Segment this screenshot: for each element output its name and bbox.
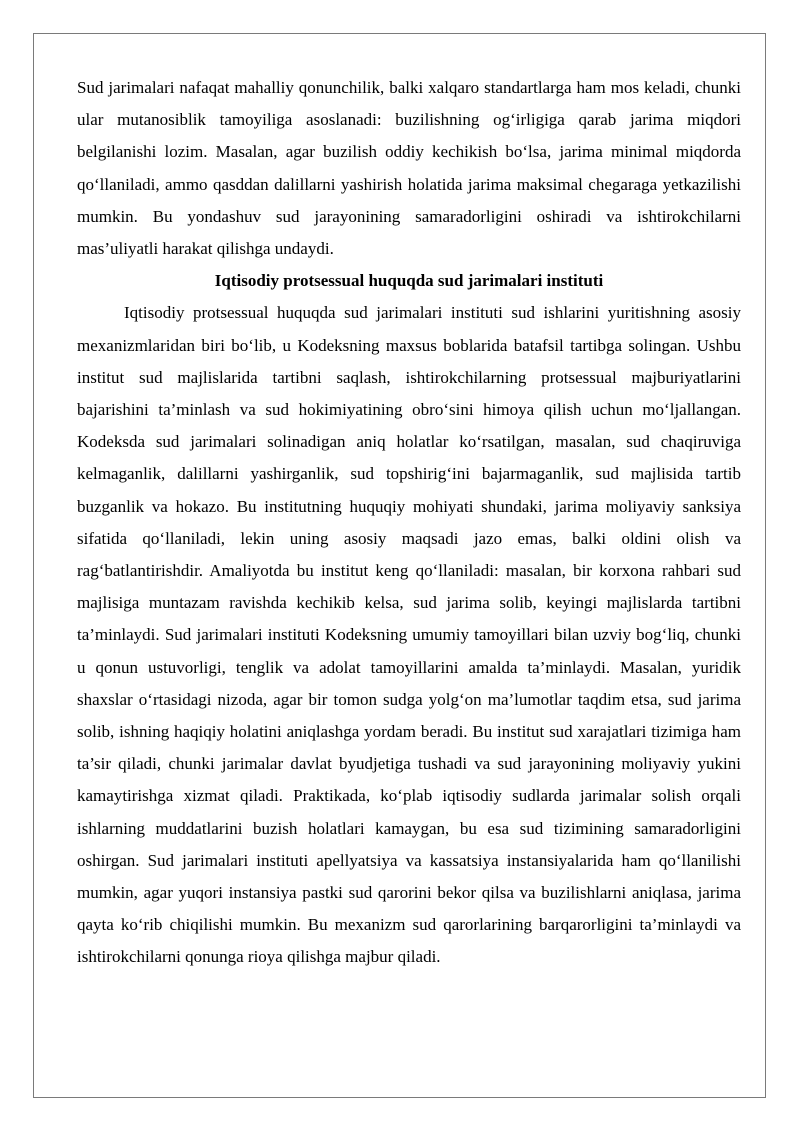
intro-paragraph: Sud jarimalari nafaqat mahalliy qonunchilik, balki xalqaro standartlarga ham mos keladi, chunki ular mutanosiblik tamoyiliga asoslanadi: buzilishning og‘irligiga qarab jarima miqdori belgilanishi lozim. Masalan, agar buzilish oddiy kechikish bo‘lsa, jarima minimal miqdorda qo‘llaniladi, ammo qasddan dalillarni yashirish holatida jarima maksimal chegaraga yetkazilishi mumkin. Bu yondashuv sud jarayonining samaradorligini oshiradi va ishtirokchilarni mas’uliyatli harakat qilishga undaydi. xyxy=(77,78,741,259)
section-heading: Iqtisodiy protsessual huquqda sud jarimalari instituti xyxy=(214,271,604,291)
main-paragraph: Iqtisodiy protsessual huquqda sud jarimalari instituti sud ishlarini yuritishning asosiy mexanizmlaridan biri bo‘lib, u Kodeksning maxsus boblarida batafsil tartibga solingan. Ushbu institut sud majlislarida tartibni saqlash, ishtirokchilarning protsessual majburiyatlarini bajarishini ta’minlash va sud hokimiyatining obro‘sini himoya qilish uchun mo‘ljallangan. Kodeksda sud jarimalari solinadigan aniq holatlar ko‘rsatilgan, masalan, sud chaqiruviga kelmaganlik, dalillarni yashirganlik, sud topshirig‘ini bajarmaganlik, sud majlisida tartib buzganlik va hokazo. Bu institutning huquqiy mohiyati shundaki, jarima moliyaviy sanksiya sifatida qo‘llaniladi, lekin uning asosiy maqsadi jazo emas, balki oldini olish va rag‘batlantirishdir. Amaliyotda bu institut keng qo‘llaniladi: masalan, bir korxona rahbari sud majlisiga muntazam ravishda kechikib kelsa, sud jarima solib, keyingi majlislarda tartibni ta’minlaydi. Sud jarimalari instituti Kodeksning umumiy tamoyillari bilan uzviy bog‘liq, chunki u qonun ustuvorligi, tenglik va adolat tamoyillarini amalda ta’minlaydi. Masalan, yuridik shaxslar o‘rtasidagi nizoda, agar bir tomon sudga yolg‘on ma’lumotlar taqdim etsa, sud jarima solib, ishning haqiqiy holatini aniqlashga yordam beradi. Bu institut sud xarajatlari tizimiga ham ta’sir qiladi, chunki jarimalar davlat byudjetiga tushadi va sud jarayonining moliyaviy yukini kamaytirishga xizmat qiladi. Praktikada, ko‘plab iqtisodiy sudlarda jarimalar solish orqali ishlarning muddatlarini buzish holatlari kamaygan, bu esa sud tizimining samaradorligini oshirgan. Sud jarimalari instituti apellyatsiya va kassatsiya instansiyalarida ham qo‘llanilishi mumkin, agar yuqori instansiya pastki sud qarorini bekor qilsa va buzilishlarni aniqlasa, jarima qayta ko‘rib chiqilishi mumkin. Bu mexanizm sud qarorlarining barqarorligini ta’minlaydi va ishtirokchilarni qonunga rioya qilishga majbur qiladi. xyxy=(77,303,741,967)
document-body xyxy=(77,72,741,974)
